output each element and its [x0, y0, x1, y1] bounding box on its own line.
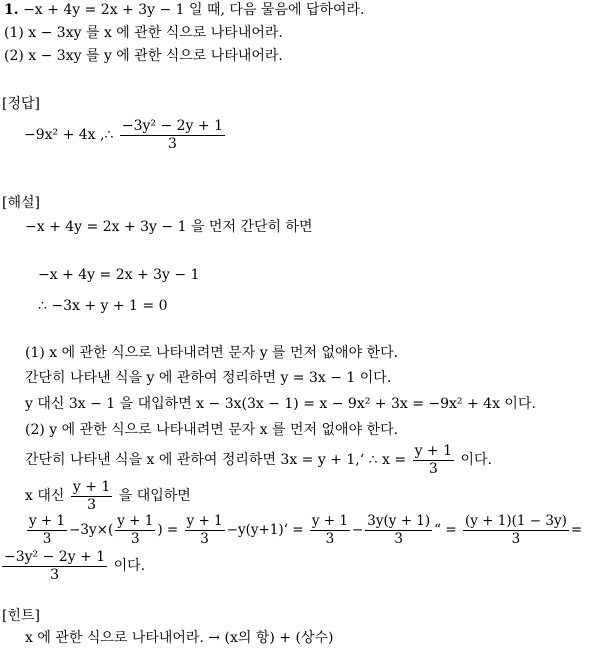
- explanation-line-8: [0, 548, 145, 584]
- line6-fraction: [71, 479, 112, 514]
- explanation-line-5: [25, 442, 492, 478]
- line7-mid-1: −3y×(: [69, 522, 114, 538]
- line7-fraction-3: [185, 513, 225, 548]
- line5-frac-den: 3: [428, 460, 438, 477]
- answer-fraction: [120, 118, 225, 153]
- explanation-line-7: [25, 512, 582, 548]
- line6-frac-num: y + 1: [72, 478, 111, 495]
- line7-fraction-5: [365, 513, 432, 548]
- explanation-line-4: (2) y 에 관한 식으로 나타내려면 문자 x 를 먼저 없애야 한다.: [25, 422, 399, 438]
- explanation-line-3: y 대신 3x − 1 을 대입하면 x − 3x(3x − 1) = x − 9x² + 3x = −9x² + 4x 이다.: [25, 396, 536, 412]
- hint-text: x 에 관한 식으로 나타내어라. → (x의 항) + (상수): [25, 630, 334, 646]
- line7-fraction-4: [310, 513, 350, 548]
- explanation-eq1: −x + 4y = 2x + 3y − 1: [38, 267, 200, 283]
- line7-f6-num: (y + 1)(1 − 3y): [464, 513, 567, 529]
- line7-f2-num: y + 1: [117, 513, 154, 529]
- line7-f3-den: 3: [200, 531, 209, 547]
- explanation-intro: −x + 4y = 2x + 3y − 1 을 먼저 간단히 하면: [25, 219, 313, 235]
- question-1: (1) x − 3xy 를 x 에 관한 식으로 나타내어라.: [4, 25, 283, 41]
- line7-f3-num: y + 1: [186, 513, 223, 529]
- line7-mid-5: “ =: [434, 522, 457, 538]
- line7-f5-num: 3y(y + 1): [367, 513, 431, 529]
- line7-end: =: [570, 522, 583, 538]
- line6-frac-den: 3: [87, 496, 97, 513]
- line7-fraction-6: [463, 513, 569, 548]
- line7-f6-den: 3: [511, 531, 521, 547]
- line6-end: 을 대입하면: [118, 488, 191, 504]
- problem-number: 1.: [4, 2, 19, 18]
- answer-part1: −9x² + 4x ,∴: [24, 127, 114, 143]
- answer-label: [정답]: [2, 96, 40, 112]
- explanation-label: [해설]: [2, 195, 40, 211]
- line5-text: 간단히 나타낸 식을 x 에 관하여 정리하면 3x = y + 1,‘ ∴ x =: [25, 452, 407, 468]
- line5-end: 이다.: [460, 452, 492, 468]
- line7-fraction-1: [27, 513, 67, 548]
- line7-f4-den: 3: [325, 531, 335, 547]
- line7-mid-3: −y(y+1)‘ =: [226, 522, 304, 538]
- answer-frac-den: 3: [167, 135, 177, 152]
- explanation-eq2: ∴ −3x + y + 1 = 0: [38, 298, 168, 314]
- line7-f5-den: 3: [394, 531, 404, 547]
- line6-text: x 대신: [25, 488, 65, 504]
- line8-fraction: [2, 549, 107, 584]
- line7-f1-den: 3: [42, 531, 52, 547]
- line8-frac-num: −3y² − 2y + 1: [4, 548, 106, 565]
- line8-frac-den: 3: [50, 566, 60, 583]
- question-2: (2) x − 3xy 를 y 에 관한 식으로 나타내어라.: [4, 48, 283, 64]
- problem-statement: −x + 4y = 2x + 3y − 1 일 때, 다음 물음에 답하여라.: [23, 2, 365, 18]
- explanation-line-1: (1) x 에 관한 식으로 나타내려면 문자 y 를 먼저 없애야 한다.: [25, 345, 399, 361]
- hint-label: [힌트]: [2, 608, 40, 624]
- line7-f1-num: y + 1: [29, 513, 66, 529]
- explanation-line-2: 간단히 나타낸 식을 y 에 관하여 정리하면 y = 3x − 1 이다.: [25, 370, 392, 386]
- line7-mid-2: ) =: [157, 522, 179, 538]
- answer-line: [24, 116, 227, 154]
- answer-frac-num: −3y² − 2y + 1: [121, 117, 223, 134]
- line7-f2-den: 3: [131, 531, 140, 547]
- line5-fraction: [413, 443, 454, 478]
- line5-frac-num: y + 1: [414, 442, 453, 459]
- problem-line: [4, 0, 365, 20]
- explanation-line-6: [25, 478, 191, 514]
- line7-mid-4: −: [351, 522, 364, 538]
- line8-end: 이다.: [113, 558, 146, 574]
- line7-f4-num: y + 1: [311, 513, 348, 529]
- line7-fraction-2: [115, 513, 155, 548]
